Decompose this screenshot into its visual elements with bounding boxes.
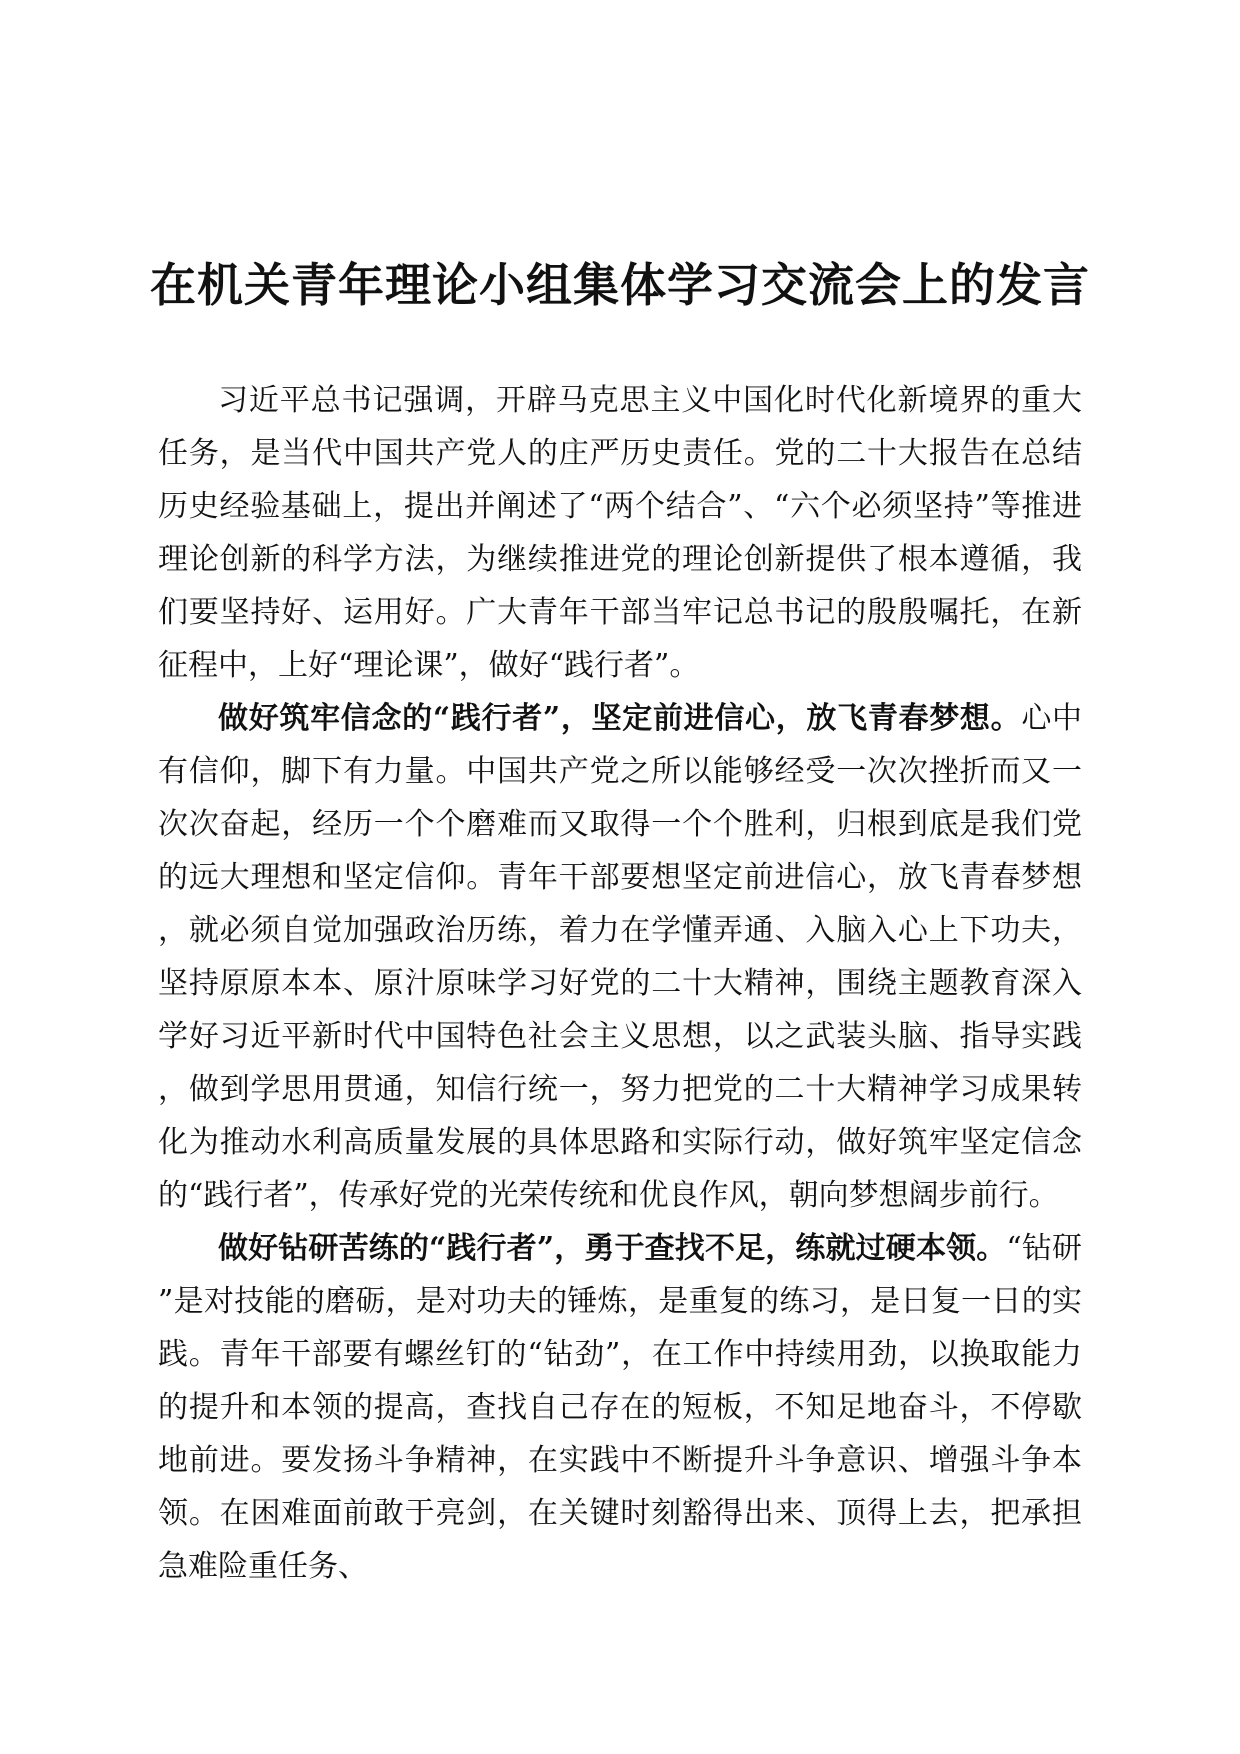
paragraph-text: 习近平总书记强调，开辟马克思主义中国化时代化新境界的重大任务，是当代中国共产党人的庄严历史责任。党的二十大报告在总结历史经验基础上，提出并阐述了“两个结合”、“六个必须坚持”等推进理论创新的科学方法，为继续推进党的理论创新提供了根本遵循，我们要坚持好、运用好。广大青年干部当牢记总书记的殷殷嘱托，在新征程中，上好“理论课”，做好“践行者”。: [158, 383, 1082, 683]
paragraph-text: “钻研”是对技能的磨砺，是对功夫的锤炼，是重复的练习，是日复一日的实践。青年干部要有螺丝钉的“钻劲”，在工作中持续用劲，以换取能力的提升和本领的提高，查找自己存在的短板，不知足地奋斗，不停歇地前进。要发扬斗争精神，在实践中不断提升斗争意识、增强斗争本领。在困难面前敢于亮剑，在关键时刻豁得出来、顶得上去，把承担急难险重任务、: [158, 1231, 1082, 1584]
document-body: [158, 374, 1082, 1593]
paragraph-belief: [158, 692, 1082, 1222]
paragraph-lead: 做好钻研苦练的“践行者”，勇于查找不足，练就过硬本领。: [218, 1231, 1007, 1266]
paragraph-lead: 做好筑牢信念的“践行者”，坚定前进信心，放飞青春梦想。: [218, 701, 1022, 736]
paragraph-text: 心中有信仰，脚下有力量。中国共产党之所以能够经受一次次挫折而又一次次奋起，经历一个个磨难而又取得一个个胜利，归根到底是我们党的远大理想和坚定信仰。青年干部要想坚定前进信心，放飞青春梦想，就必须自觉加强政治历练，着力在学懂弄通、入脑入心上下功夫，坚持原原本本、原汁原味学习好党的二十大精神，围绕主题教育深入学好习近平新时代中国特色社会主义思想，以之武装头脑、指导实践，做到学思用贯通，知信行统一，努力把党的二十大精神学习成果转化为推动水利高质量发展的具体思路和实际行动，做好筑牢坚定信念的“践行者”，传承好党的光荣传统和优良作风，朝向梦想阔步前行。: [158, 701, 1083, 1213]
paragraph-intro: [158, 374, 1082, 692]
paragraph-skills: [158, 1222, 1082, 1593]
document-title: 在机关青年理论小组集体学习交流会上的发言: [150, 258, 1090, 312]
